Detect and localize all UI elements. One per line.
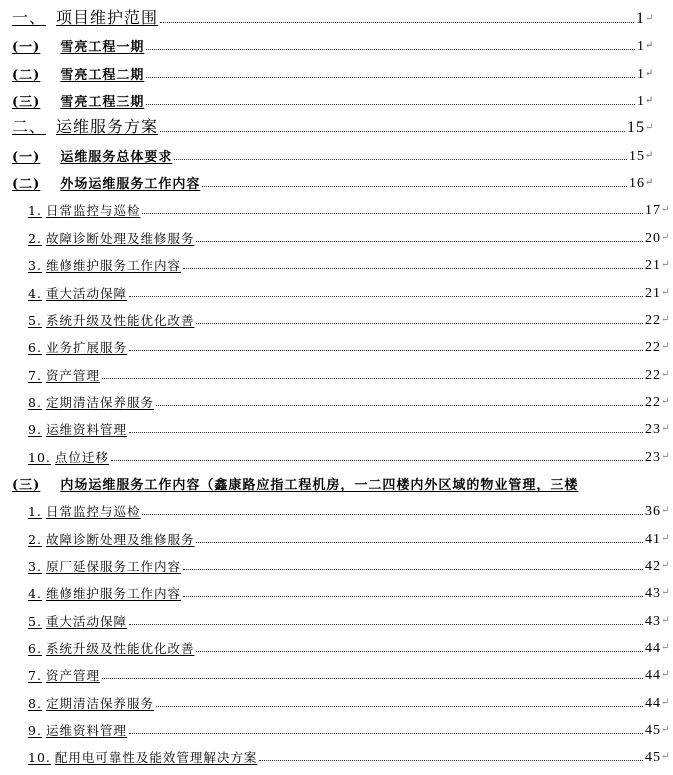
- toc-entry[interactable]: [0, 688, 673, 712]
- toc-entry-number: 7.: [28, 367, 42, 383]
- toc-entry-number: 10.: [28, 750, 51, 766]
- toc-entry-title: 运维资料管理: [45, 422, 127, 438]
- toc-entry-title: 点位迁移: [54, 449, 109, 465]
- toc-entry[interactable]: [0, 332, 673, 356]
- toc-entry-link[interactable]: [28, 584, 181, 602]
- toc-entry-number: 3.: [28, 559, 42, 574]
- toc-entry-number: 一、: [12, 8, 47, 27]
- toc-entry-link[interactable]: [28, 502, 140, 520]
- toc-dot-leader: [129, 296, 643, 297]
- toc-entry[interactable]: [0, 4, 657, 28]
- toc-entry-link[interactable]: [28, 448, 109, 466]
- paragraph-mark-icon: ↵: [661, 505, 671, 517]
- toc-entry-number: 6.: [28, 340, 42, 356]
- paragraph-mark-icon: ↵: [661, 450, 671, 462]
- toc-entry[interactable]: [0, 168, 657, 192]
- toc-entry-link[interactable]: [28, 338, 127, 356]
- toc-page-number: 1: [636, 10, 645, 27]
- toc-page-number: 15: [627, 119, 645, 137]
- toc-page-number: 20: [645, 230, 661, 246]
- toc-entry[interactable]: [0, 278, 673, 302]
- toc-dot-leader: [129, 624, 643, 625]
- toc-page-number: 45: [645, 750, 661, 766]
- toc-entry-title: 资产管理: [45, 367, 100, 383]
- toc-page-number: 45: [645, 723, 661, 739]
- toc-entry-number: 1.: [28, 203, 42, 219]
- toc-page-number: 22: [645, 367, 661, 383]
- toc-dot-leader: [196, 542, 643, 543]
- toc-page-number: 21: [645, 258, 661, 274]
- toc-entry-number: 2.: [28, 230, 42, 246]
- toc-entry[interactable]: [0, 660, 673, 684]
- toc-entry-link[interactable]: [28, 557, 181, 575]
- toc-entry-number: (二): [12, 177, 41, 193]
- toc-entry-title: 重大活动保障: [45, 285, 127, 301]
- toc-entry-link[interactable]: [28, 666, 100, 684]
- toc-dot-leader: [202, 186, 627, 187]
- toc-dot-leader: [142, 514, 643, 515]
- toc-entry[interactable]: [0, 250, 673, 274]
- toc-entry-number: 二、: [12, 117, 47, 137]
- toc-entry-title: 系统升级及性能优化改善: [45, 641, 195, 657]
- toc-entry[interactable]: [0, 633, 673, 657]
- toc-page-number: 42: [645, 559, 661, 574]
- toc-dot-leader: [102, 378, 643, 379]
- toc-entry[interactable]: [0, 606, 673, 630]
- toc-page-number: 41: [645, 531, 661, 547]
- toc-entry[interactable]: [0, 113, 657, 137]
- toc-entry-number: (一): [12, 149, 41, 165]
- toc-entry-link[interactable]: [12, 114, 158, 137]
- toc-entry-title: 运维资料管理: [45, 723, 127, 739]
- paragraph-mark-icon: ↵: [661, 341, 671, 353]
- toc-dot-leader: [129, 432, 643, 433]
- toc-entry-link[interactable]: [28, 639, 194, 657]
- toc-entry-title: 日常监控与巡检: [45, 504, 141, 520]
- toc-page-number: 43: [645, 586, 661, 602]
- toc-entry-number: 8.: [28, 394, 42, 410]
- paragraph-mark-icon: ↵: [661, 669, 671, 681]
- paragraph-mark-icon: ↵: [645, 177, 655, 189]
- paragraph-mark-icon: ↵: [661, 286, 671, 298]
- toc-dot-leader: [129, 733, 643, 734]
- paragraph-mark-icon: ↵: [661, 423, 671, 435]
- toc-entry-title: 运维服务总体要求: [60, 149, 173, 165]
- toc-entry-number: 2.: [28, 531, 42, 547]
- toc-entry-title: 配用电可靠性及能效管理解决方案: [54, 750, 258, 766]
- toc-entry-link[interactable]: [28, 530, 194, 548]
- toc-entry-link[interactable]: [12, 5, 158, 28]
- paragraph-mark-icon: ↵: [661, 696, 671, 708]
- toc-entry-link[interactable]: [28, 201, 140, 219]
- toc-dot-leader: [146, 77, 635, 78]
- toc-entry-title: 定期清洁保养服务: [45, 695, 154, 711]
- toc-entry[interactable]: [0, 469, 657, 493]
- toc-entry-title: 故障诊断处理及维修服务: [45, 531, 195, 547]
- toc-dot-leader: [259, 760, 643, 761]
- toc-entry-link[interactable]: [12, 91, 144, 110]
- toc-entry-link[interactable]: [28, 420, 127, 438]
- toc-entry-link[interactable]: [12, 474, 578, 493]
- paragraph-mark-icon: ↵: [645, 149, 655, 161]
- toc-entry-title: 原厂延保服务工作内容: [45, 559, 181, 574]
- toc-entry[interactable]: [0, 551, 673, 575]
- paragraph-mark-icon: ↵: [661, 259, 671, 271]
- toc-entry[interactable]: [0, 141, 657, 165]
- toc-entry[interactable]: [0, 524, 673, 548]
- paragraph-mark-icon: ↵: [661, 587, 671, 599]
- toc-dot-leader: [160, 22, 634, 23]
- toc-entry-title: 系统升级及性能优化改善: [45, 312, 195, 328]
- toc-entry-link[interactable]: [28, 311, 194, 329]
- paragraph-mark-icon: ↵: [661, 642, 671, 654]
- toc-entry-title: 运维服务方案: [56, 117, 159, 137]
- paragraph-mark-icon: ↵: [661, 751, 671, 763]
- toc-entry-link[interactable]: [28, 694, 154, 712]
- toc-entry-title: 维修维护服务工作内容: [45, 586, 181, 602]
- toc-entry[interactable]: [0, 195, 673, 219]
- toc-entry[interactable]: [0, 223, 673, 247]
- toc-page-number: 22: [645, 312, 661, 328]
- toc-page-number: 1: [637, 66, 645, 82]
- toc-entry-link[interactable]: [28, 721, 127, 739]
- toc-dot-leader: [142, 213, 643, 214]
- paragraph-mark-icon: ↵: [661, 204, 671, 216]
- toc-entry-link[interactable]: [28, 748, 257, 766]
- paragraph-mark-icon: ↵: [661, 395, 671, 407]
- toc-dot-leader: [196, 323, 643, 324]
- toc-page-number: 15: [629, 148, 645, 164]
- toc-entry-number: (二): [12, 67, 41, 83]
- toc-entry-title: 定期清洁保养服务: [45, 394, 154, 410]
- paragraph-mark-icon: ↵: [645, 13, 655, 24]
- toc-page-number: 44: [645, 641, 661, 657]
- paragraph-mark-icon: ↵: [661, 614, 671, 626]
- toc-entry[interactable]: [0, 360, 673, 384]
- paragraph-mark-icon: ↵: [661, 724, 671, 736]
- toc-entry-title: 内场运维服务工作内容（鑫康路应指工程机房，一二四楼内外区域的物业管理，三楼: [60, 477, 579, 493]
- toc-entry-title: 业务扩展服务: [45, 340, 127, 356]
- toc-entry-link[interactable]: [28, 393, 154, 411]
- toc-page-number: 17: [645, 203, 661, 219]
- toc-dot-leader: [183, 569, 643, 570]
- toc-entry-number: 5.: [28, 312, 42, 328]
- toc-entry-title: 日常监控与巡检: [45, 203, 141, 219]
- toc-page-number: 23: [645, 449, 661, 465]
- toc-page-number: 23: [645, 422, 661, 438]
- toc-entry-link[interactable]: [12, 36, 144, 55]
- toc-entry-link[interactable]: [12, 146, 172, 165]
- toc-entry-title: 雪亮工程二期: [60, 67, 145, 83]
- toc-dot-leader: [174, 159, 627, 160]
- toc-entry-link[interactable]: [12, 64, 144, 83]
- toc-page-number: 16: [629, 176, 645, 192]
- toc-dot-leader: [146, 49, 635, 50]
- toc-dot-leader: [129, 350, 643, 351]
- toc-entry-title: 故障诊断处理及维修服务: [45, 230, 195, 246]
- toc-entry-number: (一): [12, 40, 41, 56]
- paragraph-mark-icon: ↵: [661, 532, 671, 544]
- toc-entry-title: 外场运维服务工作内容: [60, 177, 201, 193]
- toc-page-number: 1: [637, 39, 645, 55]
- toc-dot-leader: [183, 268, 643, 269]
- toc-page-number: 43: [645, 613, 661, 629]
- toc-entry-number: 6.: [28, 641, 42, 657]
- toc-entry-link[interactable]: [12, 173, 200, 192]
- toc-dot-leader: [196, 651, 643, 652]
- toc-entry[interactable]: [0, 496, 673, 520]
- toc-entry[interactable]: [0, 305, 673, 329]
- toc-entry-link[interactable]: [28, 256, 181, 274]
- toc-entry-number: 7.: [28, 668, 42, 684]
- toc-entry-number: 4.: [28, 586, 42, 602]
- toc-page-number: 36: [645, 504, 661, 520]
- toc-entry-number: 3.: [28, 258, 42, 274]
- toc-entry-number: 1.: [28, 504, 42, 520]
- toc-entry-link[interactable]: [28, 612, 127, 630]
- toc-page-number: 21: [645, 285, 661, 301]
- toc-entry-link[interactable]: [28, 366, 100, 384]
- toc-entry-title: 雪亮工程三期: [60, 95, 145, 111]
- toc-entry-number: (三): [12, 95, 41, 111]
- toc-page-number: 1: [637, 94, 645, 110]
- toc-entry-number: 10.: [28, 449, 51, 465]
- paragraph-mark-icon: ↵: [661, 560, 671, 571]
- toc-entry[interactable]: [0, 442, 673, 466]
- toc-entry-number: 8.: [28, 695, 42, 711]
- toc-entry-number: 5.: [28, 613, 42, 629]
- toc-entry[interactable]: [0, 31, 657, 55]
- toc-entry-number: (三): [12, 477, 41, 493]
- toc-entry-link[interactable]: [28, 284, 127, 302]
- paragraph-mark-icon: ↵: [645, 95, 655, 107]
- toc-dot-leader: [111, 460, 643, 461]
- toc-entry[interactable]: [0, 742, 673, 766]
- toc-entry[interactable]: [0, 86, 657, 110]
- toc-dot-leader: [156, 405, 643, 406]
- toc-page-number: 44: [645, 668, 661, 684]
- toc-entry[interactable]: [0, 414, 673, 438]
- toc-dot-leader: [160, 131, 625, 132]
- toc-entry-number: 9.: [28, 422, 42, 438]
- paragraph-mark-icon: ↵: [661, 231, 671, 243]
- toc-page-number: 22: [645, 340, 661, 356]
- toc-entry-title: 重大活动保障: [45, 613, 127, 629]
- toc-dot-leader: [156, 706, 643, 707]
- toc-dot-leader: [102, 678, 643, 679]
- toc-entry[interactable]: [0, 715, 673, 739]
- toc-page-number: 22: [645, 394, 661, 410]
- toc-entry-number: 9.: [28, 723, 42, 739]
- toc-entry-title: 雪亮工程一期: [60, 40, 145, 56]
- paragraph-mark-icon: ↵: [645, 67, 655, 79]
- toc-entry[interactable]: [0, 59, 657, 83]
- toc-entry-title: 资产管理: [45, 668, 100, 684]
- toc-entry-number: 4.: [28, 285, 42, 301]
- toc-entry[interactable]: [0, 578, 673, 602]
- paragraph-mark-icon: ↵: [661, 313, 671, 325]
- toc-dot-leader: [196, 241, 643, 242]
- toc-entry-link[interactable]: [28, 229, 194, 247]
- paragraph-mark-icon: ↵: [645, 122, 655, 134]
- toc-entry[interactable]: [0, 387, 673, 411]
- toc-page-number: 44: [645, 695, 661, 711]
- toc-dot-leader: [146, 104, 635, 105]
- paragraph-mark-icon: ↵: [661, 368, 671, 380]
- paragraph-mark-icon: ↵: [645, 40, 655, 52]
- toc-entry-title: 项目维护范围: [56, 8, 159, 27]
- toc-entry-title: 维修维护服务工作内容: [45, 258, 181, 274]
- toc-dot-leader: [183, 596, 643, 597]
